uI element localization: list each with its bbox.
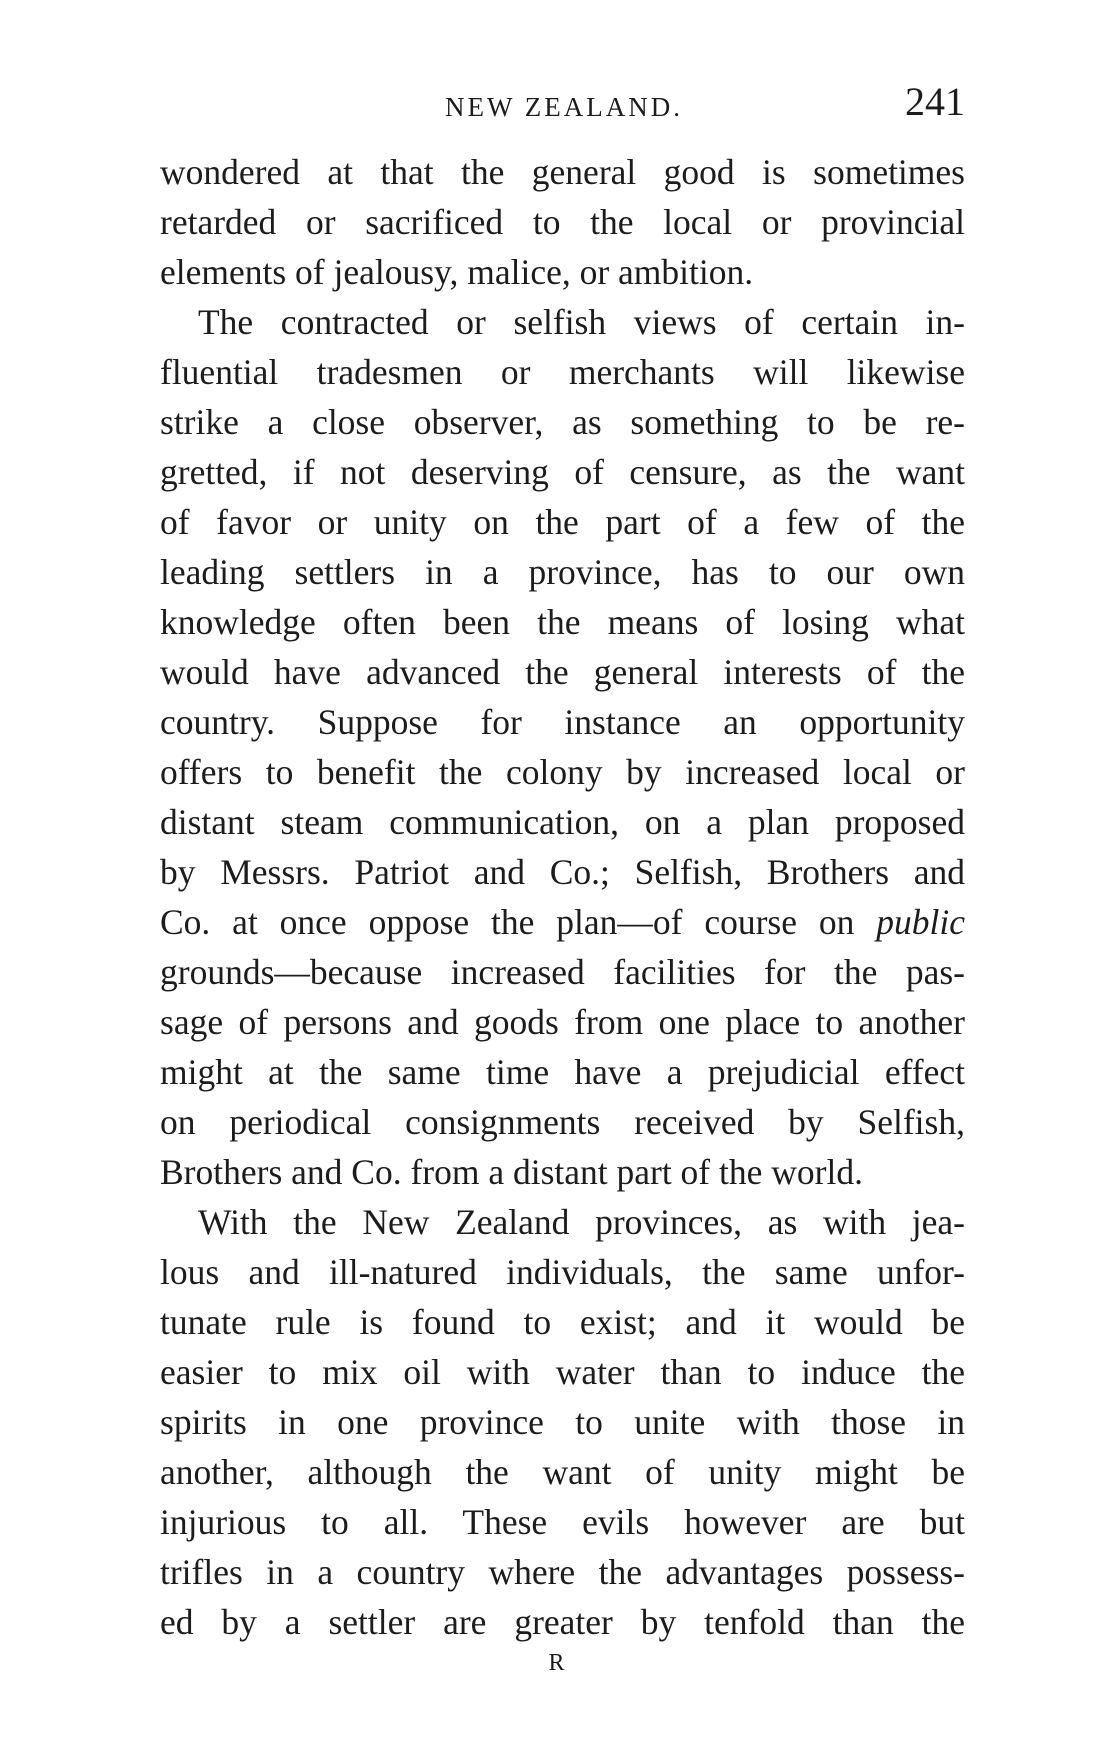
text-line: would have advanced the general interests of the	[160, 652, 965, 692]
text-line: ed by a settler are greater by tenfold than the	[160, 1602, 965, 1642]
text-line: another, although the want of unity might be	[160, 1452, 965, 1492]
text-line: strike a close observer, as something to be re-	[160, 402, 965, 442]
text-line: retarded or sacrificed to the local or provincial	[160, 202, 965, 242]
signature-mark: R	[548, 1650, 566, 1676]
text-line: gretted, if not deserving of censure, as the want	[160, 452, 965, 492]
text-line	[160, 897, 965, 947]
text-line: Brothers and Co. from a distant part of the world.	[160, 1152, 863, 1192]
text-line: on periodical consignments received by Selfish,	[160, 1102, 965, 1142]
text-line: tunate rule is found to exist; and it would be	[160, 1302, 965, 1342]
text-line: elements of jealousy, malice, or ambition.	[160, 252, 754, 292]
text-line: lous and ill-natured individuals, the same unfor-	[160, 1252, 965, 1292]
running-head	[160, 78, 965, 138]
text-line: injurious to all. These evils however are but	[160, 1502, 965, 1542]
text-line: might at the same time have a prejudicial effect	[160, 1052, 965, 1092]
paragraph-first-line: The contracted or selfish views of certain in-	[198, 302, 965, 342]
text-line: sage of persons and goods from one place to another	[160, 1002, 965, 1042]
text-line: country. Suppose for instance an opportunity	[160, 702, 965, 742]
text-line: knowledge often been the means of losing what	[160, 602, 965, 642]
text-line: offers to benefit the colony by increased local or	[160, 752, 965, 792]
text-line: by Messrs. Patriot and Co.; Selfish, Brothers and	[160, 852, 965, 892]
italic-word: public	[876, 902, 965, 942]
page-number: 241	[905, 79, 965, 124]
text-line: distant steam communication, on a plan proposed	[160, 802, 965, 842]
text-line-roman: Co. at once oppose the plan—of course on	[160, 902, 877, 942]
text-line: leading settlers in a province, has to our own	[160, 552, 965, 592]
text-line: grounds—because increased facilities for the pas-	[160, 952, 965, 992]
text-line: fluential tradesmen or merchants will likewise	[160, 352, 965, 392]
body-text	[160, 147, 965, 1647]
text-line: trifles in a country where the advantages possess-	[160, 1552, 965, 1592]
text-line: spirits in one province to unite with those in	[160, 1402, 965, 1442]
text-line: of favor or unity on the part of a few of the	[160, 502, 965, 542]
text-line: wondered at that the general good is sometimes	[160, 152, 965, 192]
paragraph-first-line: With the New Zealand provinces, as with jea-	[198, 1202, 965, 1242]
running-title: NEW ZEALAND.	[445, 92, 683, 122]
text-line: easier to mix oil with water than to induce the	[160, 1352, 965, 1392]
